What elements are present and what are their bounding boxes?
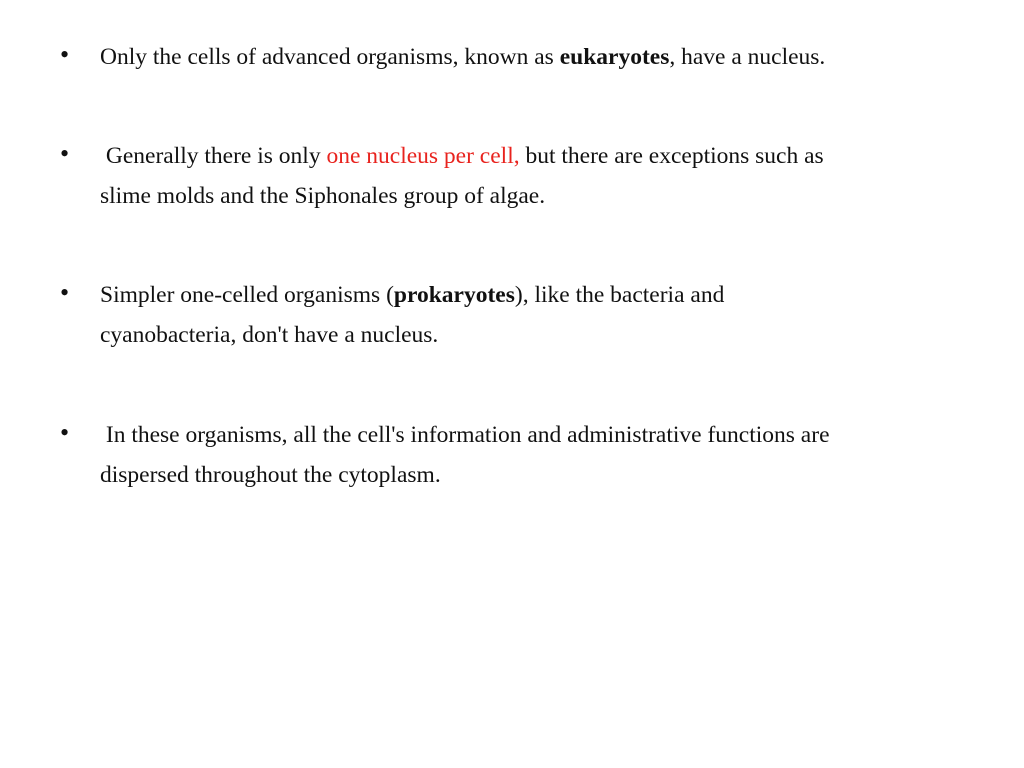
bullet-marker: • bbox=[60, 139, 70, 168]
bullet-text bbox=[100, 136, 980, 216]
bullet-line bbox=[100, 136, 980, 176]
text-run: slime molds and the Siphonales group of algae. bbox=[100, 183, 546, 209]
text-run: , have a nucleus. bbox=[669, 44, 826, 70]
bullet-text bbox=[100, 275, 980, 355]
text-run: Simpler one-celled organisms ( bbox=[100, 282, 394, 308]
bullet-text bbox=[100, 415, 980, 495]
bullet-text bbox=[100, 37, 980, 77]
text-run: cyanobacteria, don't have a nucleus. bbox=[100, 322, 439, 348]
text-run: but there are exceptions such as bbox=[519, 143, 824, 169]
bold-term: eukaryotes bbox=[559, 44, 670, 70]
text-run: ), like the bacteria and bbox=[514, 282, 725, 308]
bullet-line bbox=[100, 176, 980, 216]
bullet-line bbox=[100, 315, 980, 355]
bullet-marker: • bbox=[60, 40, 70, 69]
bullet-line bbox=[100, 37, 980, 77]
text-run: In these organisms, all the cell's information and administrative functions are bbox=[100, 422, 830, 448]
bullet-marker: • bbox=[60, 418, 70, 447]
bullet-line bbox=[100, 275, 980, 315]
bullet-line bbox=[100, 455, 980, 495]
bullet-marker: • bbox=[60, 278, 70, 307]
text-run: Generally there is only bbox=[100, 143, 327, 169]
bullet-line bbox=[100, 415, 980, 455]
text-run: dispersed throughout the cytoplasm. bbox=[100, 462, 441, 488]
highlighted-phrase: one nucleus per cell, bbox=[326, 143, 520, 169]
text-run: Only the cells of advanced organisms, known as bbox=[100, 44, 560, 70]
bold-term: prokaryotes bbox=[393, 282, 515, 308]
